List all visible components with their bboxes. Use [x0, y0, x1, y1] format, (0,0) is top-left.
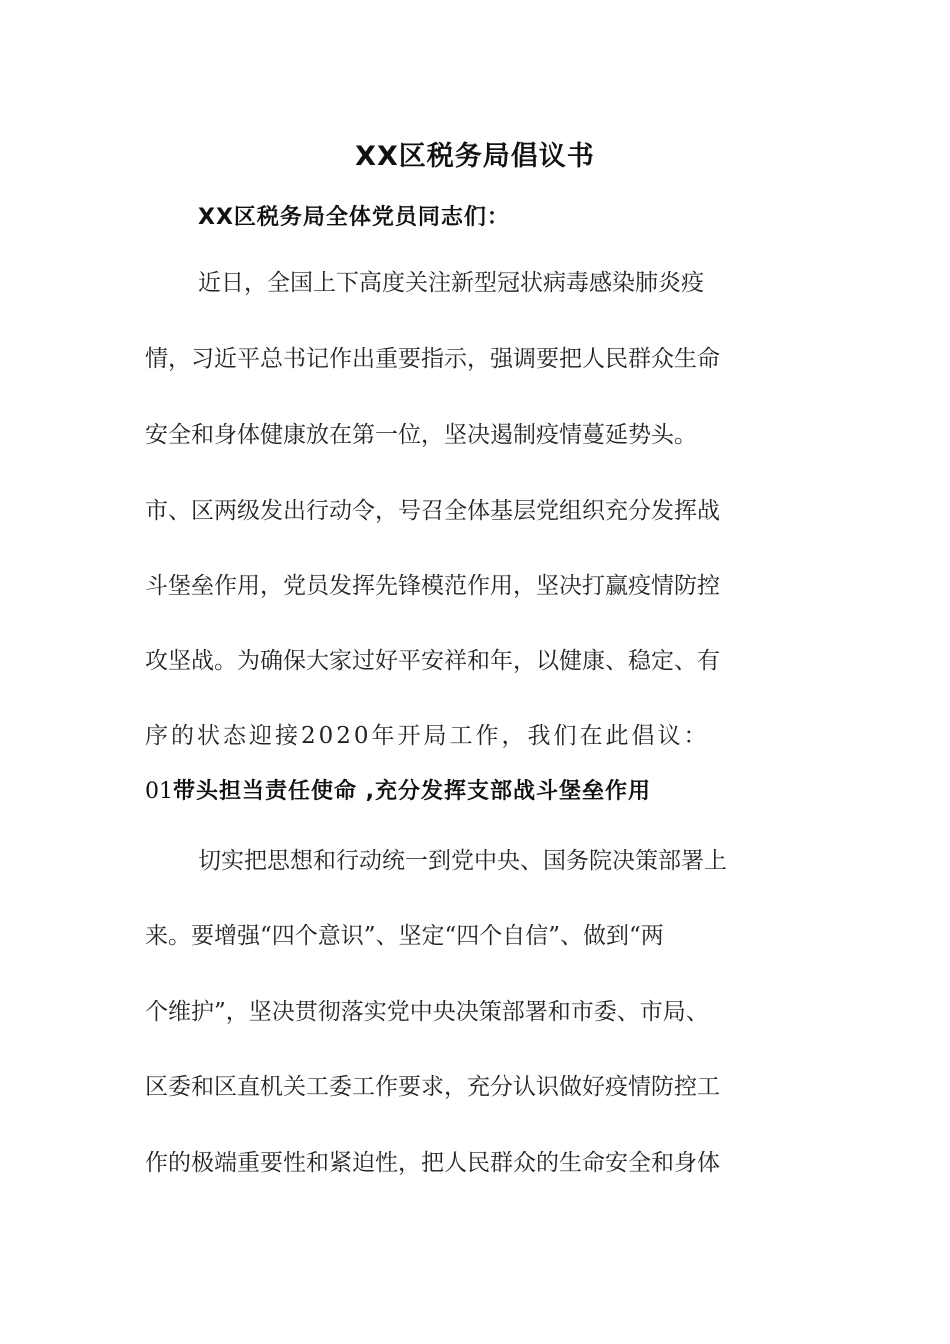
- paragraph-line: 市、区两级发出行动令，号召全体基层党组织充分发挥战: [145, 498, 720, 524]
- section-heading: [145, 774, 651, 805]
- paragraph-line: 攻坚战。为确保大家过好平安祥和年，以健康、稳定、有: [145, 648, 720, 674]
- document-title: XX区税务局倡议书: [355, 141, 595, 172]
- paragraph-line: 安全和身体健康放在第一位，坚决遏制疫情蔓延势头。: [145, 422, 697, 448]
- paragraph-line: 来。要增强“四个意识”、坚定“四个自信”、做到“两: [145, 923, 664, 949]
- paragraph-line: 近日，全国上下高度关注新型冠状病毒感染肺炎疫: [198, 270, 704, 296]
- paragraph-line: 情，习近平总书记作出重要指示，强调要把人民群众生命: [145, 346, 720, 372]
- section-heading-text: 带头担当责任使命 ,充分发挥支部战斗堡垒作用: [173, 779, 652, 804]
- paragraph-line: 作的极端重要性和紧迫性，把人民群众的生命安全和身体: [145, 1150, 720, 1176]
- paragraph-line: 斗堡垒作用，党员发挥先锋模范作用，坚决打赢疫情防控: [145, 573, 720, 599]
- paragraph-line: 切实把思想和行动统一到党中央、国务院决策部署上: [198, 848, 727, 874]
- paragraph-line: 个维护”，坚决贯彻落实党中央决策部署和市委、市局、: [145, 999, 709, 1025]
- paragraph-line: 区委和区直机关工委工作要求，充分认识做好疫情防控工: [145, 1074, 720, 1100]
- section-number: 01: [145, 779, 173, 804]
- salutation: XX区税务局全体党员同志们：: [198, 205, 510, 230]
- paragraph-line: 序的状态迎接2020年开局工作，我们在此倡议：: [145, 723, 710, 749]
